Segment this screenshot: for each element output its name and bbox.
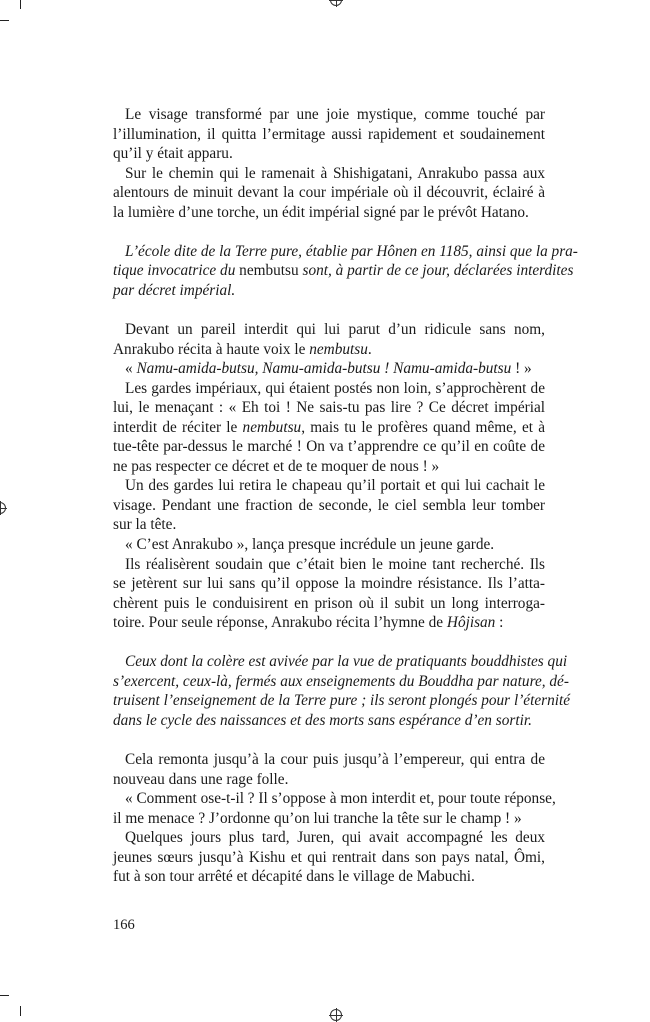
roman-text: tue-tête par-dessus le marché ! On va t’apprendre ce qu’il en coûte de (113, 438, 545, 456)
text-line (113, 574, 545, 594)
italic-text: nembutsu (242, 418, 302, 436)
text-line (113, 183, 545, 203)
roman-text: toire. Pour seule réponse, Anrakubo récita l’hymne de (113, 614, 447, 632)
roman-text: interdit de réciter le (113, 418, 243, 436)
italic-text: Hôjisan (446, 614, 496, 632)
text-line (113, 867, 545, 887)
text-line (113, 711, 545, 731)
crop-mark (0, 20, 9, 21)
italic-text: par décret impérial. (113, 281, 236, 299)
text-line (113, 535, 545, 555)
roman-text: Un des gardes lui retira le chapeau qu’il portait et qui lui cachait le (125, 477, 545, 495)
text-line (113, 457, 545, 477)
text-line (113, 242, 578, 262)
text-line (113, 398, 545, 418)
roman-text: qu’il y était apparu. (113, 145, 233, 163)
italic-text: L’école dite de la Terre pure, établie par Hônen en 1185, ainsi que la pra- (125, 242, 578, 260)
roman-text: Anrakubo récita à haute voix le (113, 340, 310, 358)
roman-text: Le visage transformé par une joie mystique, comme touché par (125, 106, 545, 123)
body-text (113, 105, 578, 887)
text-line (113, 203, 545, 223)
blank-line (113, 731, 545, 751)
italic-text: truisent l’enseignement de la Terre pure ; ils seront plongés pour l’éternité (113, 692, 571, 710)
italic-text: nembutsu (309, 340, 368, 358)
italic-text: tique invocatrice du (113, 262, 240, 280)
roman-text: alentours de minuit devant la cour impériale où il découvrit, éclairé à (113, 184, 545, 202)
text-line (113, 359, 545, 379)
text-line (113, 672, 569, 692)
registration-mark-icon (330, 1009, 342, 1021)
roman-text: Cela remonta jusqu’à la cour puis jusqu’à l’empereur, qui entra de (125, 751, 545, 769)
text-line (113, 261, 574, 281)
text-line (113, 848, 545, 868)
roman-text: chèrent puis le conduisirent en prison où il subit un long interroga- (113, 594, 545, 612)
roman-text: la lumière d’une torche, un édit impérial signé par le prévôt Hatano. (113, 203, 529, 221)
roman-text: jeunes sœurs jusqu’à Kishu et qui rentrait dans son pays natal, Ômi, (113, 848, 545, 866)
text-line (113, 594, 545, 614)
roman-text: nembutsu (239, 262, 299, 280)
text-line (113, 320, 545, 340)
roman-text: ne pas respecter ce décret et de te moquer de nous ! » (113, 457, 440, 475)
text-line (113, 828, 545, 848)
roman-text: : (495, 614, 504, 632)
roman-text: sur la tête. (113, 516, 177, 534)
text-line (113, 613, 545, 633)
roman-text: nouveau dans une rage folle. (113, 770, 289, 788)
roman-text: visage. Pendant une fraction de seconde, le ciel sembla leur tomber (113, 496, 545, 514)
roman-text: ! » (511, 360, 532, 378)
roman-text: l’illumination, il quitta l’ermitage aussi rapidement et soudainement (113, 125, 545, 143)
text-line (113, 418, 545, 438)
roman-text: « Comment ose-t-il ? Il s’oppose à mon interdit et, pour toute réponse, (125, 790, 556, 808)
text-line (113, 750, 545, 770)
italic-text: sont, à partir de ce jour, déclarées interdites (298, 262, 574, 280)
roman-text: « (125, 360, 137, 378)
roman-text: , mais tu le profères quand même, et à (301, 418, 545, 436)
roman-text: Ils réalisèrent soudain que c’était bien le moine tant recherché. Ils (125, 555, 545, 573)
crop-mark (0, 995, 9, 996)
roman-text: Quelques jours plus tard, Juren, qui avait accompagné les deux (125, 829, 545, 847)
roman-text: « C’est Anrakubo », lança presque incrédule un jeune garde. (125, 536, 495, 554)
page-number: 166 (113, 917, 135, 933)
text-line (113, 144, 545, 164)
text-line (113, 105, 545, 125)
roman-text: Sur le chemin qui le ramenait à Shishigatani, Anrakubo passa aux (125, 164, 545, 182)
text-line (113, 164, 545, 184)
text-line (113, 379, 545, 399)
text-line (113, 555, 545, 575)
text-line (113, 496, 545, 516)
text-line (113, 476, 545, 496)
roman-text: se jetèrent sur lui sans qu’il oppose la moindre résistance. Ils l’atta- (113, 575, 545, 593)
text-line (113, 340, 545, 360)
roman-text: Devant un pareil interdit qui lui parut d’un ridicule sans nom, (125, 321, 545, 339)
roman-text: . (367, 340, 372, 358)
italic-text: s’exercent, ceux-là, fermés aux enseignements du Bouddha par nature, dé- (113, 672, 569, 690)
italic-text: dans le cycle des naissances et des morts sans espérance d’en sortir. (113, 711, 532, 729)
text-line (113, 691, 571, 711)
roman-text: fut à son tour arrêté et décapité dans le village de Mabuchi. (113, 868, 475, 886)
roman-text: il me menace ? J’ordonne qu’on lui tranche la tête sur le champ ! » (113, 809, 522, 827)
text-line (113, 652, 568, 672)
blank-line (113, 222, 545, 242)
blank-line (113, 633, 545, 653)
text-line (113, 281, 545, 301)
italic-text: Namu-amida-butsu, Namu-amida-butsu ! Namu-amida-butsu (136, 360, 512, 378)
roman-text: Les gardes impériaux, qui étaient postés non loin, s’approchèrent de (125, 379, 545, 397)
text-line (113, 437, 545, 457)
text-line (113, 789, 556, 809)
crop-mark (20, 0, 21, 9)
text-line (113, 515, 545, 535)
roman-text: lui, le menaçant : « Eh toi ! Ne sais-tu pas lire ? Ce décret impérial (113, 399, 545, 417)
italic-text: Ceux dont la colère est avivée par la vue de pratiquants bouddhistes qui (125, 653, 568, 671)
text-line (113, 125, 545, 145)
text-line (113, 809, 545, 829)
crop-mark (20, 1006, 21, 1016)
text-line (113, 770, 545, 790)
registration-mark-icon (330, 0, 342, 6)
blank-line (113, 300, 545, 320)
registration-mark-icon (0, 502, 6, 514)
